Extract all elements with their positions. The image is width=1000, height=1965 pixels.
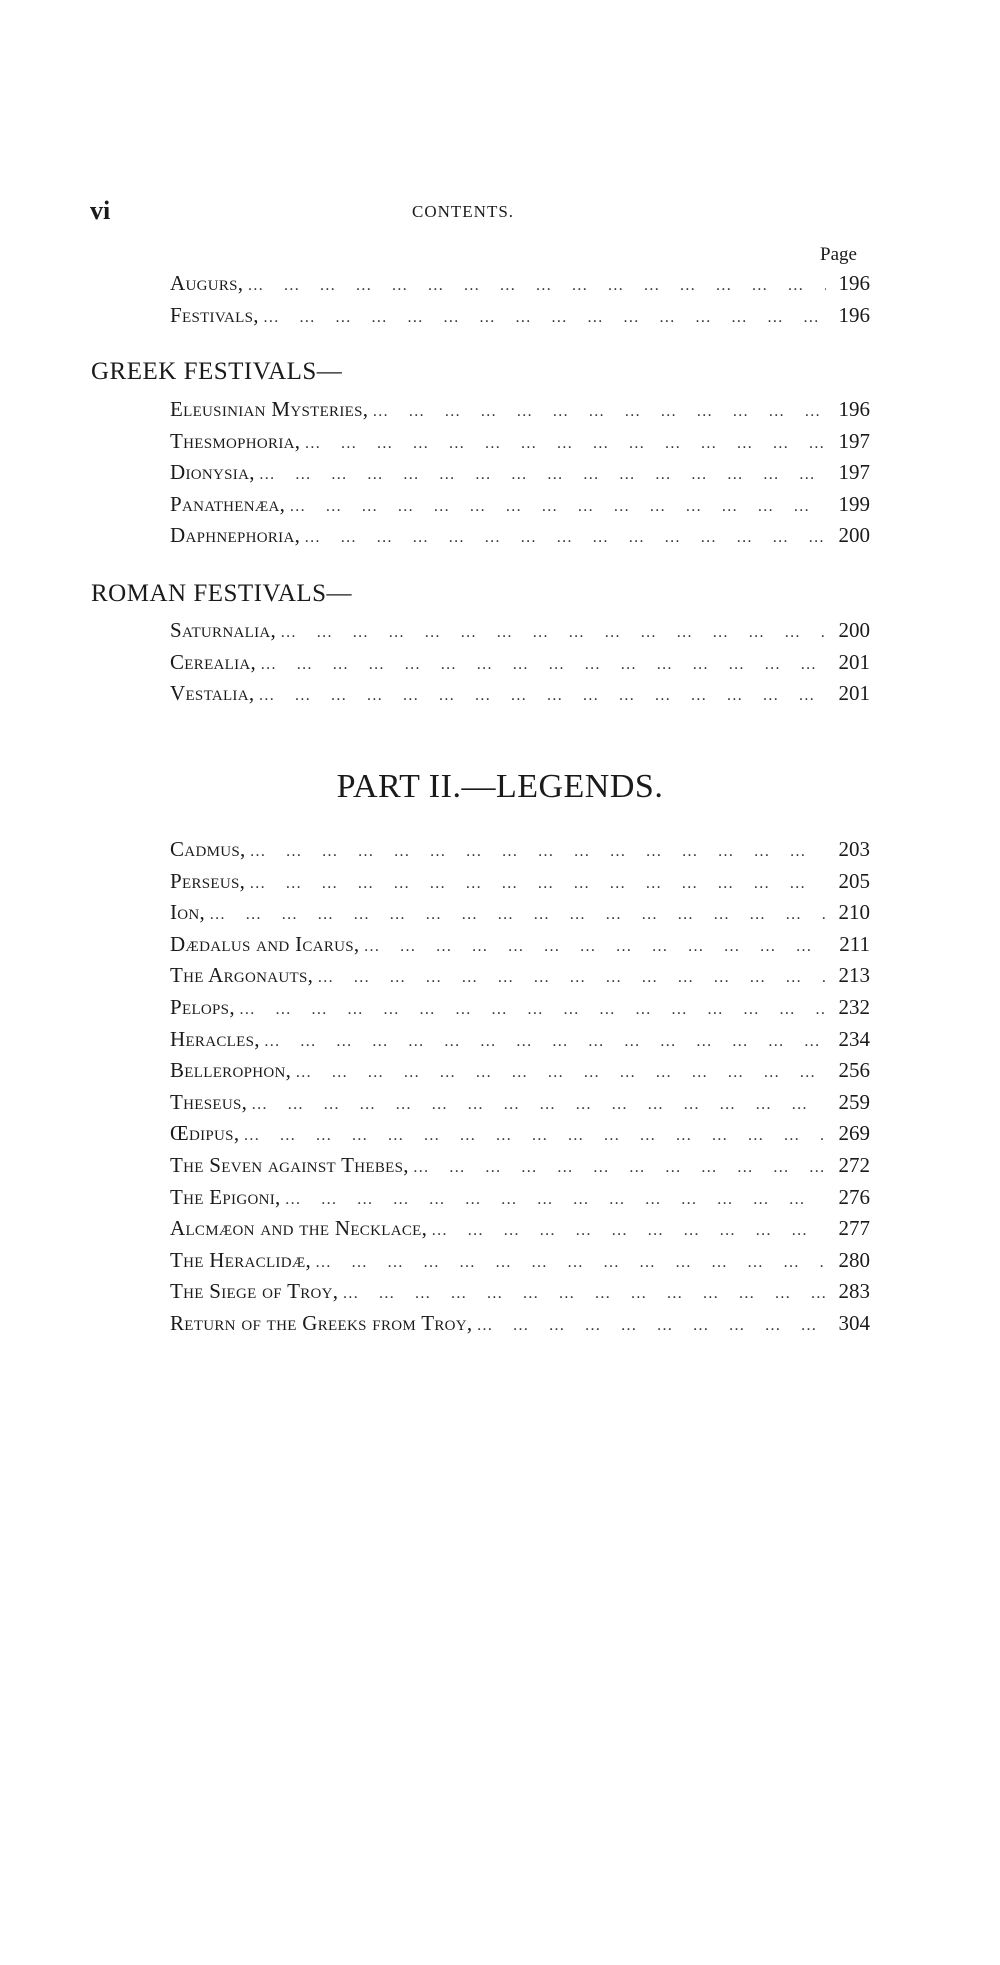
toc-entry-title: Thesmophoria,	[170, 428, 301, 453]
dot-leader	[311, 1254, 826, 1272]
toc-entry-page: 201	[838, 681, 870, 706]
toc-entry-page: 197	[838, 460, 870, 485]
toc-entry-page: 272	[838, 1152, 870, 1177]
dot-leader	[276, 624, 826, 642]
toc-entry-page: 276	[838, 1184, 870, 1209]
toc-entry-title: Augurs,	[170, 271, 244, 295]
toc-entry	[170, 1311, 870, 1343]
toc-entry	[170, 1248, 870, 1280]
toc-entry	[170, 1121, 870, 1153]
toc-entry-title: Return of the Greeks from Troy,	[170, 1310, 473, 1335]
toc-entry	[170, 963, 870, 995]
toc-entry	[170, 303, 870, 335]
toc-entry-title: The Heraclidæ,	[170, 1247, 312, 1272]
toc-entry-page: 196	[838, 302, 870, 327]
dot-leader	[338, 1285, 826, 1303]
dot-leader	[254, 687, 826, 705]
toc-entry-title: Cadmus,	[170, 837, 246, 861]
roman-festivals-heading: ROMAN FESTIVALS—	[91, 580, 353, 607]
toc-entry-page: 205	[838, 868, 870, 893]
toc-entry-page: 200	[838, 523, 870, 548]
dot-leader	[409, 1159, 826, 1177]
toc-entry-page: 200	[838, 618, 870, 642]
toc-entry-title: Pelops,	[170, 994, 235, 1019]
toc-entry	[170, 900, 870, 932]
toc-entry	[170, 1153, 870, 1185]
toc-entry	[170, 618, 870, 650]
toc-entry-title: Alcmæon and the Necklace,	[170, 1216, 428, 1241]
toc-entry-page: 203	[838, 837, 870, 861]
toc-entry-page: 196	[838, 271, 870, 295]
toc-entry-page: 269	[838, 1121, 870, 1146]
dot-leader	[359, 938, 826, 956]
dot-leader	[255, 466, 826, 484]
toc-entry	[170, 650, 870, 682]
toc-entry-title: Daphnephoria,	[170, 523, 301, 548]
toc-entry-page: 199	[838, 491, 870, 516]
toc-entry	[170, 271, 870, 303]
toc-entry-page: 196	[838, 397, 870, 421]
toc-entry	[170, 932, 870, 964]
dot-leader	[368, 403, 826, 421]
toc-entry-title: Cerealia,	[170, 649, 257, 674]
toc-entry-title: Œdipus,	[170, 1121, 240, 1146]
toc-entry	[170, 492, 870, 524]
toc-entry-page: 256	[838, 1058, 870, 1083]
toc-entry	[170, 869, 870, 901]
legends-list	[170, 837, 870, 1343]
toc-entry	[170, 995, 870, 1027]
toc-entry-title: Bellerophon,	[170, 1058, 292, 1083]
dot-leader	[313, 969, 826, 987]
dot-leader	[243, 277, 826, 295]
dot-leader	[300, 435, 826, 453]
running-title: CONTENTS.	[412, 202, 515, 221]
toc-entry-page: 304	[838, 1310, 870, 1335]
greek-festivals-list	[170, 397, 870, 555]
toc-entry-title: Vestalia,	[170, 681, 255, 706]
page-number: vi	[90, 196, 111, 225]
dot-leader	[246, 843, 826, 861]
toc-entry-title: Theseus,	[170, 1089, 248, 1114]
toc-entry-page: 234	[838, 1026, 870, 1051]
dot-leader	[427, 1222, 826, 1240]
page-header	[90, 196, 870, 226]
dot-leader	[285, 498, 826, 516]
toc-entry-page: 201	[838, 649, 870, 674]
toc-entry-title: Heracles,	[170, 1026, 260, 1051]
toc-entry-title: Ion,	[170, 900, 206, 925]
toc-entry	[170, 1027, 870, 1059]
intro-entry-list	[170, 271, 870, 334]
page-column-label: Page	[820, 244, 857, 265]
dot-leader	[239, 1127, 826, 1145]
toc-entry-page: 211	[839, 931, 870, 956]
dot-leader	[291, 1064, 826, 1082]
toc-entry	[170, 1090, 870, 1122]
dot-leader	[205, 906, 826, 924]
toc-entry	[170, 1279, 870, 1311]
dot-leader	[260, 1033, 826, 1051]
toc-entry	[170, 837, 870, 869]
toc-entry	[170, 681, 870, 713]
toc-entry	[170, 523, 870, 555]
toc-entry-title: Festivals,	[170, 302, 259, 327]
toc-entry	[170, 1216, 870, 1248]
toc-entry	[170, 1058, 870, 1090]
toc-entry-page: 213	[838, 963, 870, 988]
roman-festivals-list	[170, 618, 870, 713]
toc-entry-page: 232	[838, 994, 870, 1019]
toc-entry	[170, 429, 870, 461]
toc-entry-title: Saturnalia,	[170, 618, 277, 642]
toc-entry-page: 210	[838, 900, 870, 925]
part-two-title: PART II.—LEGENDS.	[336, 768, 664, 805]
dot-leader	[245, 875, 826, 893]
toc-entry-title: The Epigoni,	[170, 1184, 281, 1209]
dot-leader	[300, 529, 826, 547]
toc-entry-title: Eleusinian Mysteries,	[170, 397, 369, 421]
toc-entry-title: The Argonauts,	[170, 963, 314, 988]
toc-entry	[170, 1185, 870, 1217]
toc-entry-title: Perseus,	[170, 868, 246, 893]
toc-entry	[170, 460, 870, 492]
toc-entry-page: 283	[838, 1279, 870, 1304]
toc-entry-title: Dionysia,	[170, 460, 255, 485]
dot-leader	[281, 1191, 826, 1209]
dot-leader	[259, 309, 826, 327]
greek-festivals-heading: GREEK FESTIVALS—	[91, 358, 343, 385]
toc-entry-title: The Siege of Troy,	[170, 1279, 339, 1304]
dot-leader	[247, 1096, 826, 1114]
dot-leader	[235, 1001, 826, 1019]
toc-entry-title: Dædalus and Icarus,	[170, 931, 360, 956]
toc-entry-title: The Seven against Thebes,	[170, 1152, 409, 1177]
dot-leader	[472, 1317, 826, 1335]
dot-leader	[256, 656, 826, 674]
toc-entry-page: 277	[838, 1216, 870, 1241]
toc-entry-page: 197	[838, 428, 870, 453]
toc-entry-page: 259	[838, 1089, 870, 1114]
toc-entry-page: 280	[838, 1247, 870, 1272]
toc-entry	[170, 397, 870, 429]
toc-entry-title: Panathenæa,	[170, 491, 286, 516]
